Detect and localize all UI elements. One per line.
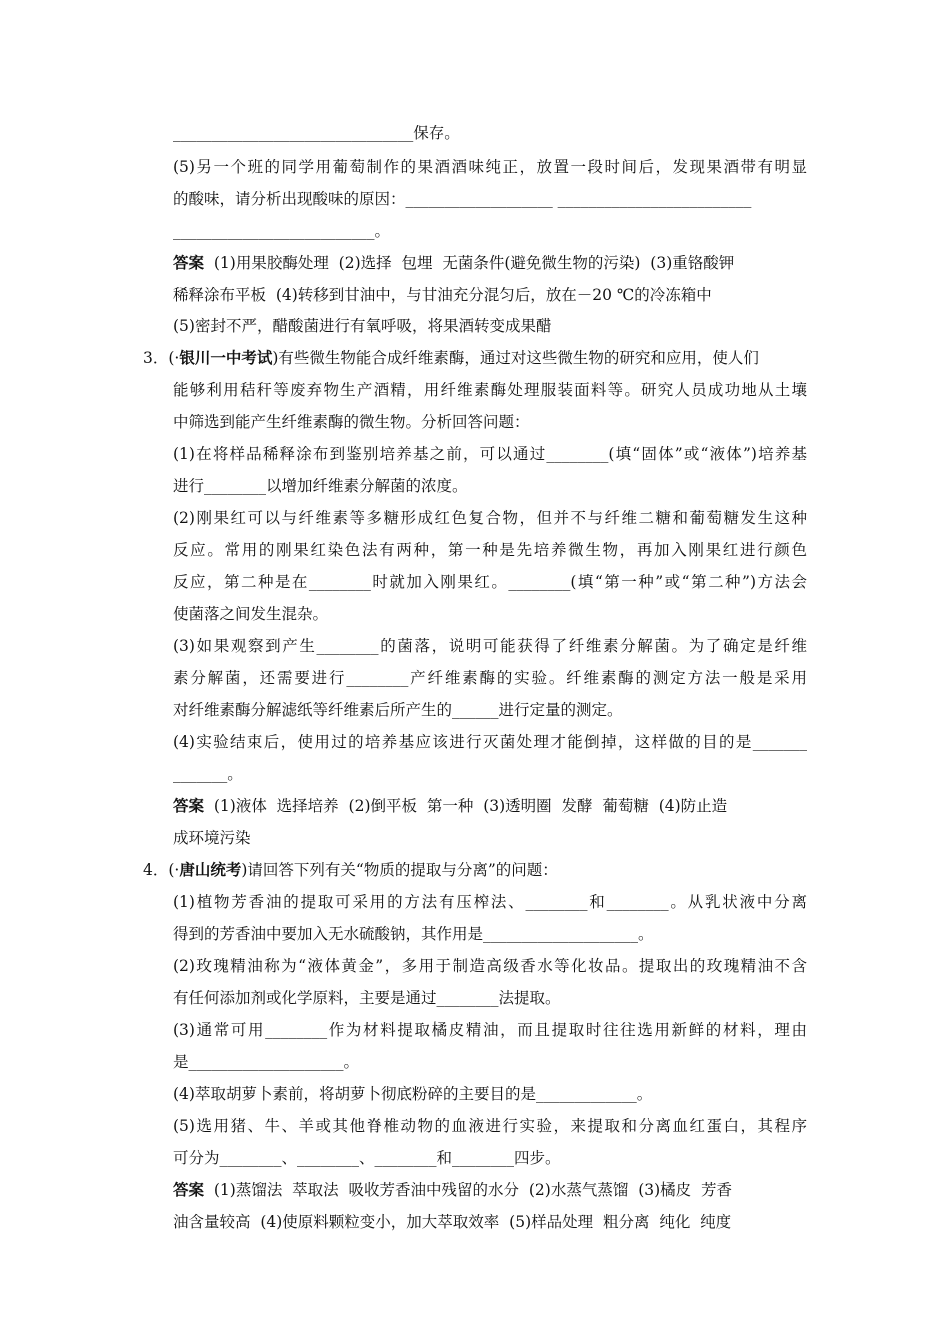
answer-line — [173, 253, 734, 273]
text-line: (2)刚果红可以与纤维素等多糖形成红色复合物，但并不与纤维二糖和葡萄糖发生这种 — [173, 509, 807, 527]
text-line: (4)实验结束后，使用过的培养基应该进行灭菌处理才能倒掉，这样做的目的是_______ — [173, 733, 807, 751]
text-line: 对纤维素酶分解滤纸等纤维素后所产生的______进行定量的测定。 — [173, 701, 623, 719]
answer-text: (1)用果胶酶处理 (2)选择 包埋 无菌条件(避免微生物的污染) (3)重铬酸钾 — [204, 254, 735, 272]
text-line: _______________________________保存。 — [173, 124, 460, 142]
answer-line — [173, 1180, 732, 1200]
text-line: (5)另一个班的同学用葡萄制作的果酒酒味纯正，放置一段时间后，发现果酒带有明显 — [173, 158, 807, 176]
text-line: 进行________以增加纤维素分解菌的浓度。 — [173, 477, 468, 495]
text-line: 油含量较高 (4)使原料颗粒变小，加大萃取效率 (5)样品处理 粗分离 纯化 纯度 — [173, 1213, 732, 1231]
text-line: 反应，第二种是在________时就加入刚果红。________(填“第一种”或“第二种”)方法会 — [173, 573, 807, 591]
text-line: 反应。常用的刚果红染色法有两种，第一种是先培养微生物，再加入刚果红进行颜色 — [173, 541, 807, 559]
text-line: 得到的芳香油中要加入无水硫酸钠，其作用是____________________。 — [173, 925, 654, 943]
text-line: 素分解菌，还需要进行________产纤维素酶的实验。纤维素酶的测定方法一般是采用 — [173, 669, 807, 687]
answer-label: 答案 — [173, 253, 205, 272]
text-line: (3)通常可用________作为材料提取橘皮精油，而且提取时往往选用新鲜的材料，理由 — [173, 1021, 807, 1039]
answer-text: (1)蒸馏法 萃取法 吸收芳香油中残留的水分 (2)水蒸气蒸馏 (3)橘皮 芳香 — [204, 1181, 733, 1199]
text-line: _______。 — [173, 765, 243, 783]
text-line: (2)玫瑰精油称为“液体黄金”，多用于制造高级香水等化妆品。提取出的玫瑰精油不含 — [173, 957, 807, 975]
text-line: 的酸味，请分析出现酸味的原因：___________________ _________________________ — [173, 190, 752, 208]
text-line: (1)植物芳香油的提取可采用的方法有压榨法、________和________。从乳状液中分离 — [173, 893, 807, 911]
text-line: 稀释涂布平板 (4)转移到甘油中，与甘油充分混匀后，放在－20 ℃的冷冻箱中 — [173, 286, 712, 304]
text-line: 是____________________。 — [173, 1053, 360, 1071]
question-text: )请回答下列有关“物质的提取与分离”的问题： — [241, 861, 558, 879]
text-line: (5)密封不严，醋酸菌进行有氧呼吸，将果酒转变成果醋 — [173, 317, 552, 335]
text-line: 中筛选到能产生纤维素酶的微生物。分析回答问题： — [173, 413, 530, 431]
answer-text: (1)液体 选择培养 (2)倒平板 第一种 (3)透明圈 发酵 葡萄糖 (4)防止造 — [204, 797, 728, 815]
question-3-heading — [143, 348, 759, 368]
answer-line — [173, 796, 727, 816]
text-line: (5)选用猪、牛、羊或其他脊椎动物的血液进行实验，来提取和分离血红蛋白，其程序 — [173, 1117, 807, 1135]
text-line: 可分为________、________、________和________四步。 — [173, 1149, 561, 1167]
text-line: 有任何添加剂或化学原料，主要是通过________法提取。 — [173, 989, 561, 1007]
answer-label: 答案 — [173, 796, 205, 815]
question-text: )有些微生物能合成纤维素酶，通过对这些微生物的研究和应用，使人们 — [272, 349, 759, 367]
text-line: (4)萃取胡萝卜素前，将胡萝卜彻底粉碎的主要目的是_____________。 — [173, 1085, 653, 1103]
answer-label: 答案 — [173, 1180, 205, 1199]
text-line: (3)如果观察到产生________的菌落，说明可能获得了纤维素分解菌。为了确定是纤维 — [173, 637, 807, 655]
text-line: 能够利用秸秆等废弃物生产酒精，用纤维素酶处理服装面料等。研究人员成功地从土壤 — [173, 381, 807, 399]
question-number: 3．(· — [143, 349, 180, 367]
text-line: (1)在将样品稀释涂布到鉴别培养基之前，可以通过________(填“固体”或“液体”)培养基 — [173, 445, 807, 463]
text-line: 使菌落之间发生混杂。 — [173, 605, 329, 623]
question-source: 银川一中考试 — [179, 348, 273, 367]
question-number: 4．(· — [143, 861, 180, 879]
question-source: 唐山统考 — [179, 860, 242, 879]
text-line: __________________________。 — [173, 222, 391, 240]
text-line: 成环境污染 — [173, 829, 251, 847]
question-4-heading — [143, 860, 558, 880]
